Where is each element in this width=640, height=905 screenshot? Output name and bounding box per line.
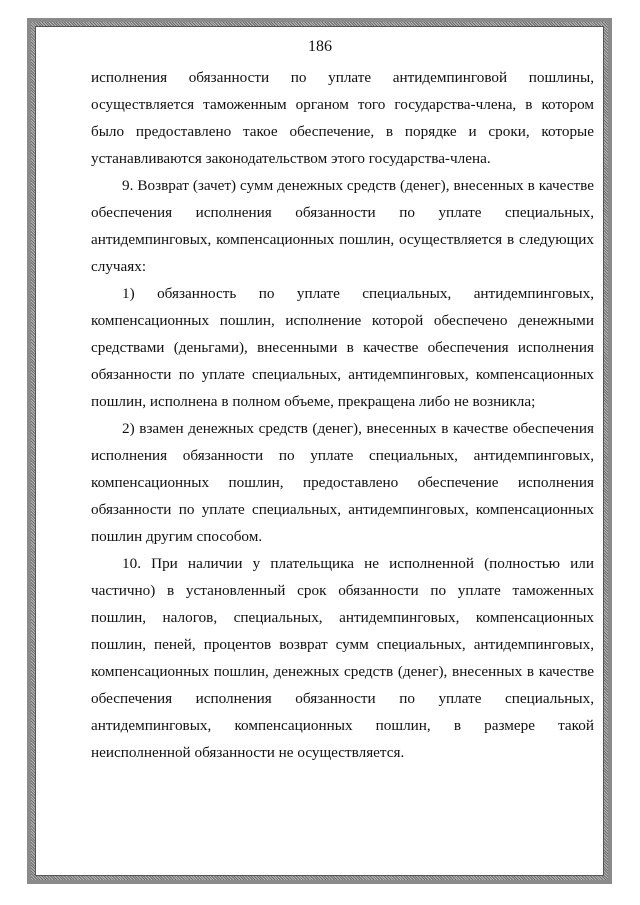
paragraph-item-9: 9. Возврат (зачет) сумм денежных средств (денег), внесенных в качестве обеспечения исполнения обязанности по уплате специальных, антидемпинговых, компенсационных пошлин, осуществляется в следующих случаях: (91, 177, 594, 275)
paragraph-subitem-1: 1) обязанность по уплате специальных, антидемпинговых, компенсационных пошлин, исполнение которой обеспечено денежными средствами (деньгами), внесенными в качестве обеспечения исполнения обязанности по уплате специальных, антидемпинговых, компенсационных пошлин, исполнена в полном объеме, прекращена либо не возникла; (91, 285, 594, 410)
document-body (91, 64, 594, 766)
paragraph-item-10: 10. При наличии у плательщика не исполненной (полностью или частично) в установленный срок обязанности по уплате таможенных пошлин, налогов, специальных, антидемпинговых, компенсационных пошлин, пеней, процентов возврат сумм специальных, антидемпинговых, компенсационных пошлин, денежных средств (денег), внесенных в качестве обеспечения исполнения обязанности по уплате специальных, антидемпинговых, компенсационных пошлин, в размере такой неисполненной обязанности не осуществляется. (91, 555, 594, 761)
page-number: 186 (308, 38, 332, 55)
paragraph-continuation: исполнения обязанности по уплате антидемпинговой пошлины, осуществляется таможенным органом того государства-члена, в котором было предоставлено такое обеспечение, в порядке и сроки, которые устанавливаются законодательством этого государства-члена. (91, 69, 594, 167)
paragraph-subitem-2: 2) взамен денежных средств (денег), внесенных в качестве обеспечения исполнения обязанности по уплате специальных, антидемпинговых, компенсационных пошлин, предоставлено обеспечение исполнения обязанности по уплате специальных, антидемпинговых, компенсационных пошлин другим способом. (91, 420, 594, 545)
